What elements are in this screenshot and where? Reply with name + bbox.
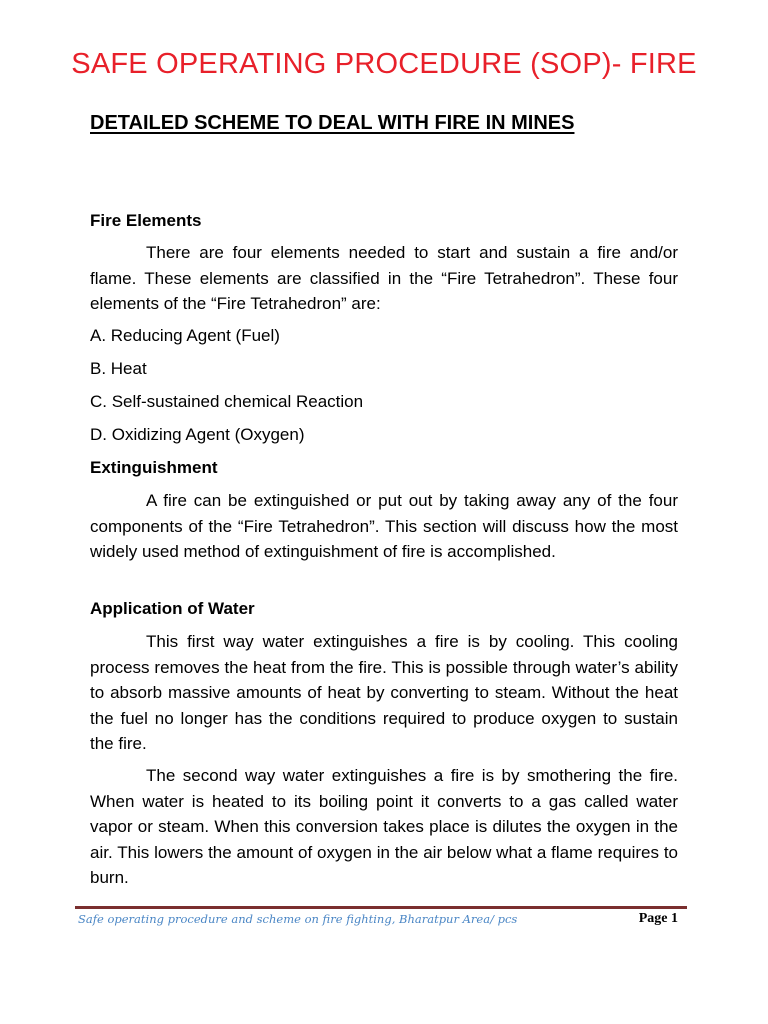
heading-application-of-water: Application of Water bbox=[90, 599, 255, 618]
document-subtitle: DETAILED SCHEME TO DEAL WITH FIRE IN MINES bbox=[90, 112, 575, 134]
list-item-oxygen: D. Oxidizing Agent (Oxygen) bbox=[90, 425, 305, 444]
footer-rule bbox=[75, 906, 687, 909]
water-paragraph-cooling: This first way water extinguishes a fire is by cooling. This cooling process removes the heat from the fire. This is possible through water’s ability to absorb massive amounts of heat by converting to steam. Without the heat the fuel no longer has the conditions required to produce oxygen to sustain the fire. bbox=[90, 632, 678, 753]
heading-extinguishment: Extinguishment bbox=[90, 458, 218, 477]
list-item-heat: B. Heat bbox=[90, 359, 147, 378]
page-title: SAFE OPERATING PROCEDURE (SOP)- FIRE bbox=[71, 48, 697, 80]
list-item-fuel: A. Reducing Agent (Fuel) bbox=[90, 326, 280, 345]
page-number: Page 1 bbox=[638, 911, 678, 926]
extinguishment-paragraph: A fire can be extinguished or put out by taking away any of the four components of the “Fire Tetrahedron”. This section will discuss how the most widely used method of extinguishment of fire is accomplished. bbox=[90, 491, 678, 561]
heading-fire-elements: Fire Elements bbox=[90, 211, 202, 230]
fire-elements-intro: There are four elements needed to start and sustain a fire and/or flame. These elements are classified in the “Fire Tetrahedron”. These four elements of the “Fire Tetrahedron” are: bbox=[90, 243, 678, 313]
list-item-reaction: C. Self-sustained chemical Reaction bbox=[90, 392, 364, 411]
water-paragraph-smothering: The second way water extinguishes a fire is by smothering the fire. When water is heated to its boiling point it converts to a gas called water vapor or steam. When this conversion takes place is dilutes the oxygen in the air. This lowers the amount of oxygen in the air below what a flame requires to burn. bbox=[90, 766, 678, 887]
footer-text: Safe operating procedure and scheme on fire fighting, Bharatpur Area/ pcs bbox=[78, 912, 518, 926]
